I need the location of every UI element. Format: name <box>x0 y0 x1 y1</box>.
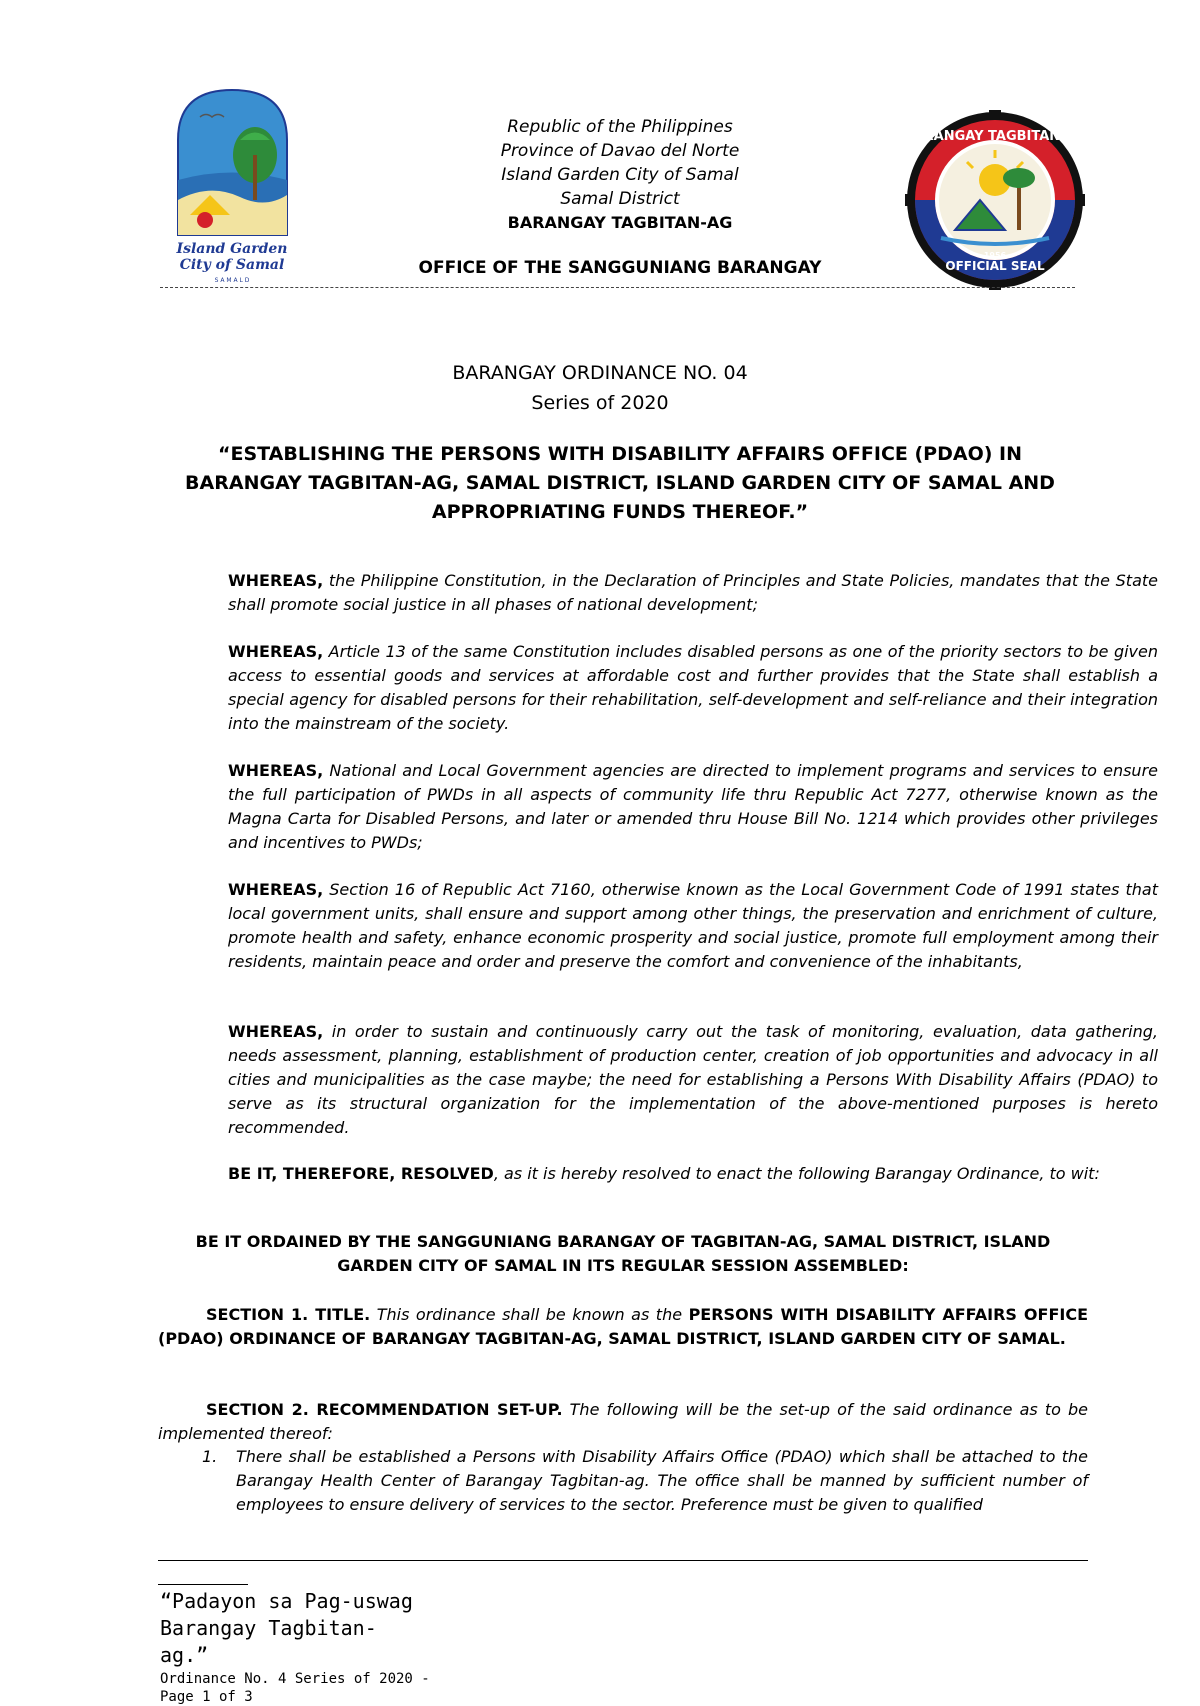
footer-reference <box>160 1670 460 1706</box>
header-city: Island Garden City of Samal <box>501 165 739 185</box>
whereas-keyword: WHEREAS, <box>228 761 324 780</box>
footer-rule <box>158 1560 1088 1561</box>
whereas-keyword: WHEREAS, <box>228 642 324 661</box>
barangay-seal <box>905 110 1085 290</box>
section-2 <box>158 1398 1088 1446</box>
whereas-clause <box>158 759 1158 855</box>
letterhead <box>400 115 840 235</box>
header-province: Province of Davao del Norte <box>500 141 740 161</box>
header-district: Samal District <box>560 189 680 209</box>
city-logo-text-1: Island Garden <box>176 241 288 257</box>
barangay-seal-graphic <box>905 110 1085 290</box>
whereas-clause <box>158 640 1158 736</box>
header-barangay: BARANGAY TAGBITAN-AG <box>507 213 733 232</box>
whereas-text: National and Local Government agencies are directed to implement programs and services to ensure the full participation of PWDs in all aspects of community life thru Republic Act 7277, otherwise known as the Magna Carta for Disabled Persons, and later or amended thru House Bill No. 1214 which provides other privileges and incentives to PWDs; <box>228 761 1158 852</box>
whereas-text: Section 16 of Republic Act 7160, otherwise known as the Local Government Code of 1991 states that local government units, shall ensure and support among other things, the preservation and enrichment of culture, promote health and safety, enhance economic prosperity and social justice, promote full employment among their residents, maintain peace and order and preserve the comfort and convenience of the inhabitants, <box>228 880 1158 971</box>
header-republic: Republic of the Philippines <box>507 117 733 137</box>
whereas-text: the Philippine Constitution, in the Declaration of Principles and State Policies, mandates that the State shall promote social justice in all phases of national development; <box>228 571 1158 614</box>
section-1-text: This ordinance shall be known as the <box>370 1305 689 1324</box>
header-divider <box>160 287 1075 288</box>
whereas-keyword: WHEREAS, <box>228 571 324 590</box>
section-2-text: The following will be the set-up of the said ordinance as to be implemented thereof: <box>158 1400 1089 1443</box>
city-logo <box>170 85 295 285</box>
city-logo-text-3: S A M A L D <box>214 277 250 284</box>
list-item-text: There shall be established a Persons with Disability Affairs Office (PDAO) which shall be attached to the Barangay Health Center of Barangay Tagbitan-ag. The office shall be manned by sufficient number of employees to ensure delivery of services to the sector. Preference must be given to qualified <box>236 1447 1088 1514</box>
seal-top-text: BARANGAY TAGBITAN-AG <box>905 129 1085 144</box>
city-logo-text-2: City of Samal <box>179 257 285 273</box>
city-logo-graphic <box>170 85 295 285</box>
whereas-clause <box>158 878 1158 974</box>
footer-rule-short <box>158 1584 248 1585</box>
whereas-text: Article 13 of the same Constitution includes disabled persons as one of the priority sectors to be given access to essential goods and services at affordable cost and further provides that the State shall establish a special agency for disabled persons for their rehabilitation, self-development and self-reliance and their integration into the mainstream of the society. <box>228 642 1158 733</box>
section-1-name: PERSONS WITH DISABILITY AFFAIRS OFFICE (PDAO) ORDINANCE OF BARANGAY TAGBITAN-AG, SAMAL DISTRICT, ISLAND GARDEN CITY OF SAMAL. <box>158 1305 1089 1348</box>
ordinance-series: Series of 2020 <box>531 392 669 414</box>
section-1 <box>158 1303 1088 1351</box>
section-2-heading: SECTION 2. RECOMMENDATION SET-UP. <box>206 1400 563 1419</box>
ordinance-title <box>0 358 1200 418</box>
list-item <box>158 1445 1088 1517</box>
whereas-text: in order to sustain and continuously carry out the task of monitoring, evaluation, data gathering, needs assessment, planning, establishment of production center, creation of job opportunities and advocacy in all cities and municipalities as the case maybe; the need for establishing a Persons With Disability Affairs (PDAO) to serve as its structural organization for the implementation of the above-mentioned purposes is hereto recommended. <box>228 1022 1158 1137</box>
whereas-clause <box>158 569 1158 617</box>
ordinance-subject: “ESTABLISHING THE PERSONS WITH DISABILITY AFFAIRS OFFICE (PDAO) IN BARANGAY TAGBITAN-AG, SAMAL DISTRICT, ISLAND GARDEN CITY OF SAMAL AND APPROPRIATING FUNDS THEREOF.” <box>185 443 1055 523</box>
ordained-clause: BE IT ORDAINED BY THE SANGGUNIANG BARANGAY OF TAGBITAN-AG, SAMAL DISTRICT, ISLAND GARDEN CITY OF SAMAL IN ITS REGULAR SESSION ASSEMBLED: <box>195 1232 1051 1275</box>
resolved-keyword: BE IT, THEREFORE, RESOLVED <box>228 1164 494 1183</box>
whereas-keyword: WHEREAS, <box>228 880 324 899</box>
whereas-clause <box>158 1020 1158 1140</box>
office-title: OFFICE OF THE SANGGUNIANG BARANGAY <box>418 258 822 278</box>
resolved-clause <box>158 1162 1158 1186</box>
list-item-number: 1. <box>202 1447 218 1466</box>
footer-motto: “Padayon sa Pag-uswag Barangay Tagbitan-ag.” <box>160 1589 413 1667</box>
resolved-text: , as it is hereby resolved to enact the following Barangay Ordinance, to wit: <box>493 1164 1100 1183</box>
footer-ordinance-ref: Ordinance No. 4 Series of 2020 - <box>160 1671 430 1687</box>
page-number: Page 1 of 3 <box>160 1689 253 1705</box>
ordinance-number: BARANGAY ORDINANCE NO. 04 <box>452 362 748 384</box>
section-1-heading: SECTION 1. TITLE. <box>206 1305 371 1324</box>
whereas-keyword: WHEREAS, <box>228 1022 324 1041</box>
seal-year: 1956 <box>983 251 1007 260</box>
seal-bottom-text: OFFICIAL SEAL <box>945 259 1045 273</box>
